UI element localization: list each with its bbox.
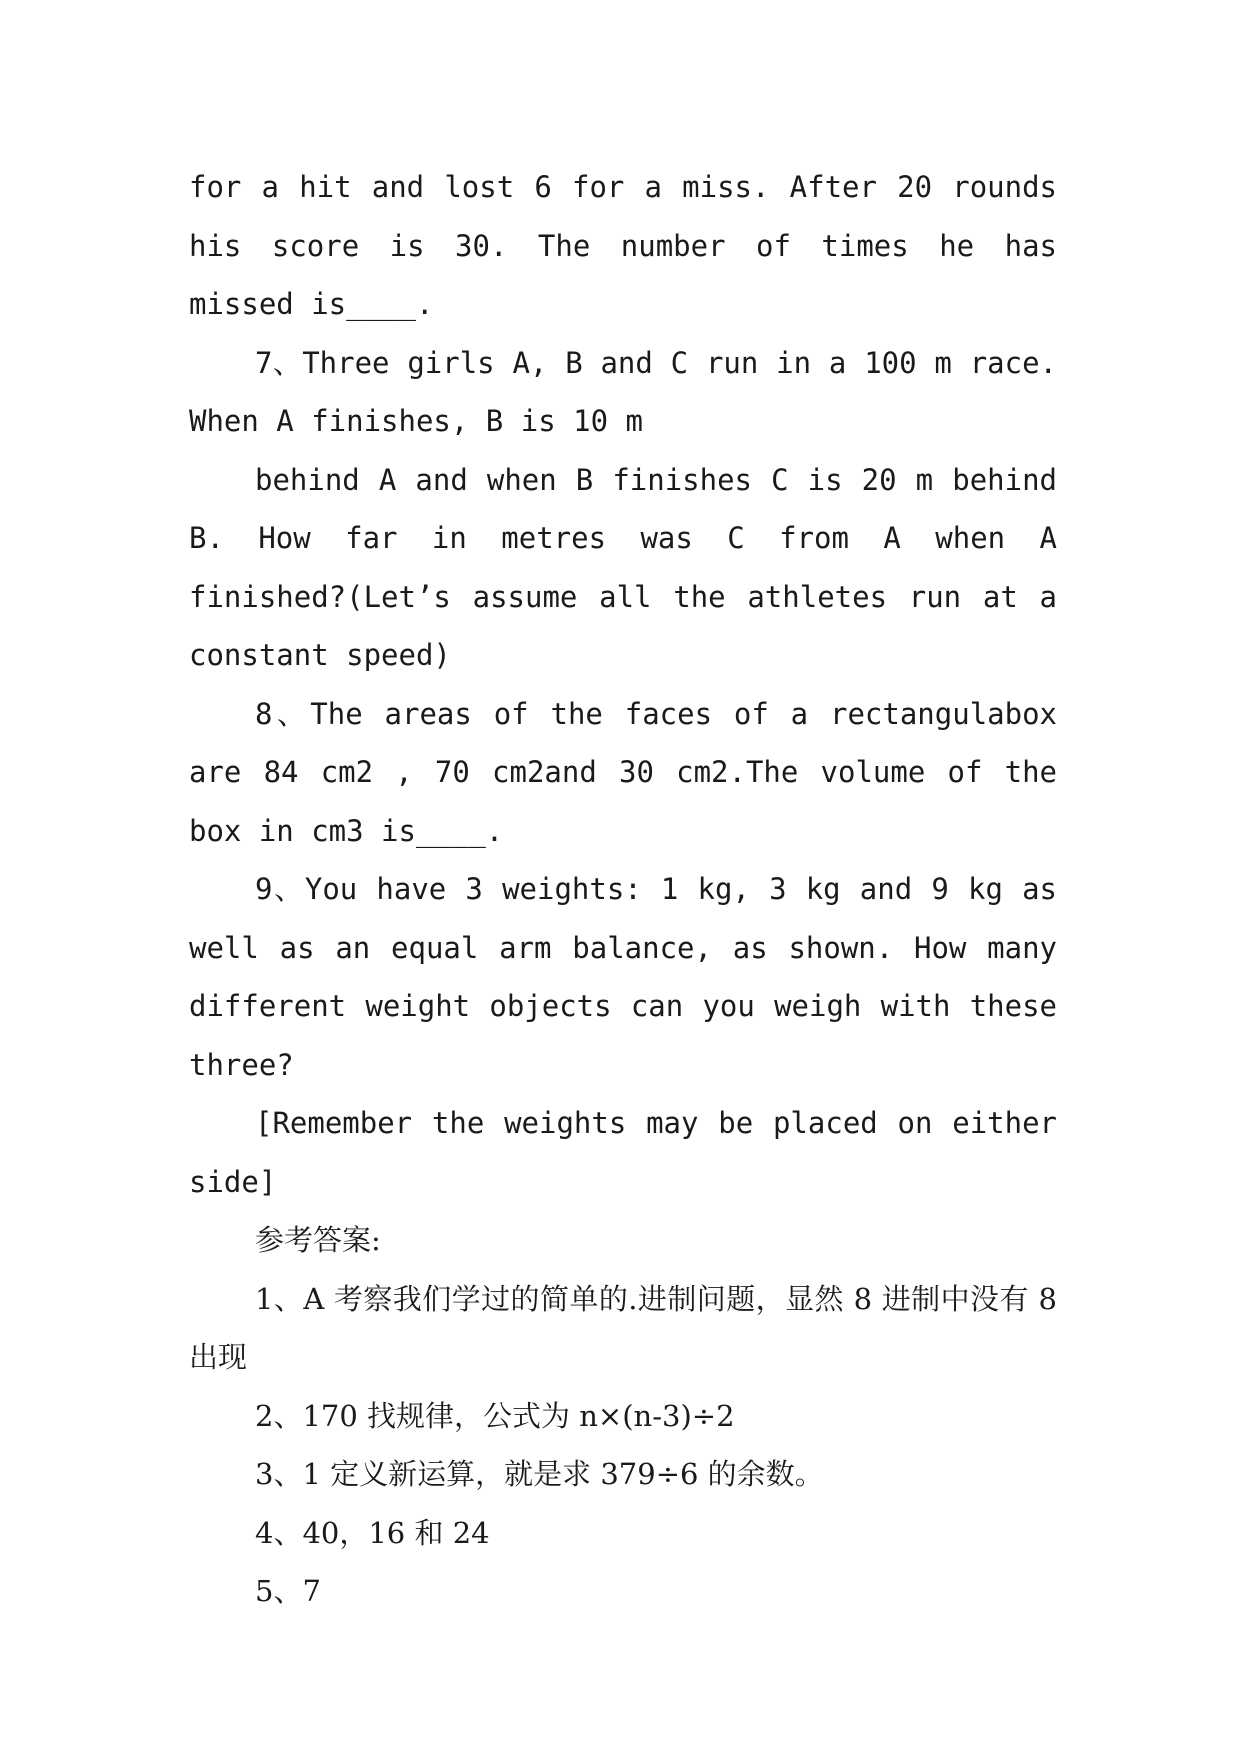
problem-6-continuation: for a hit and lost 6 for a miss. After 20 rounds his score is 30. The number of times he has missed is____. <box>189 170 1057 321</box>
answers-heading: 参考答案: <box>255 1223 381 1257</box>
problem-7: 7、Three girls A, B and C run in a 100 m race. When A finishes, B is 10 m <box>189 345 1057 438</box>
problem-9: 9、You have 3 weights: 1 kg, 3 kg and 9 kg as well as an equal arm balance, as shown. How many different weight objects can you weigh with these three? <box>189 872 1057 1082</box>
document-page <box>189 158 1057 1621</box>
answer-5: 5、7 <box>255 1574 321 1608</box>
answer-1: 1、A 考察我们学过的简单的.进制问题，显然 8 进制中没有 8 出现 <box>189 1281 1057 1374</box>
problem-7-continuation: behind A and when B finishes C is 20 m behind B. How far in metres was C from A when A finished?(Let’s assume all the athletes run at a constant speed) <box>189 462 1057 672</box>
problem-9-note: [Remember the weights may be placed on either side] <box>189 1106 1057 1199</box>
problem-8: 8、The areas of the faces of a rectangulabox are 84 cm2 , 70 cm2and 30 cm2.The volume of the box in cm3 is____. <box>189 696 1057 848</box>
answer-2: 2、170 找规律，公式为 n×(n-3)÷2 <box>255 1398 735 1433</box>
answer-4: 4、40，16 和 24 <box>255 1515 490 1550</box>
answer-3: 3、1 定义新运算，就是求 379÷6 的余数。 <box>255 1457 824 1491</box>
